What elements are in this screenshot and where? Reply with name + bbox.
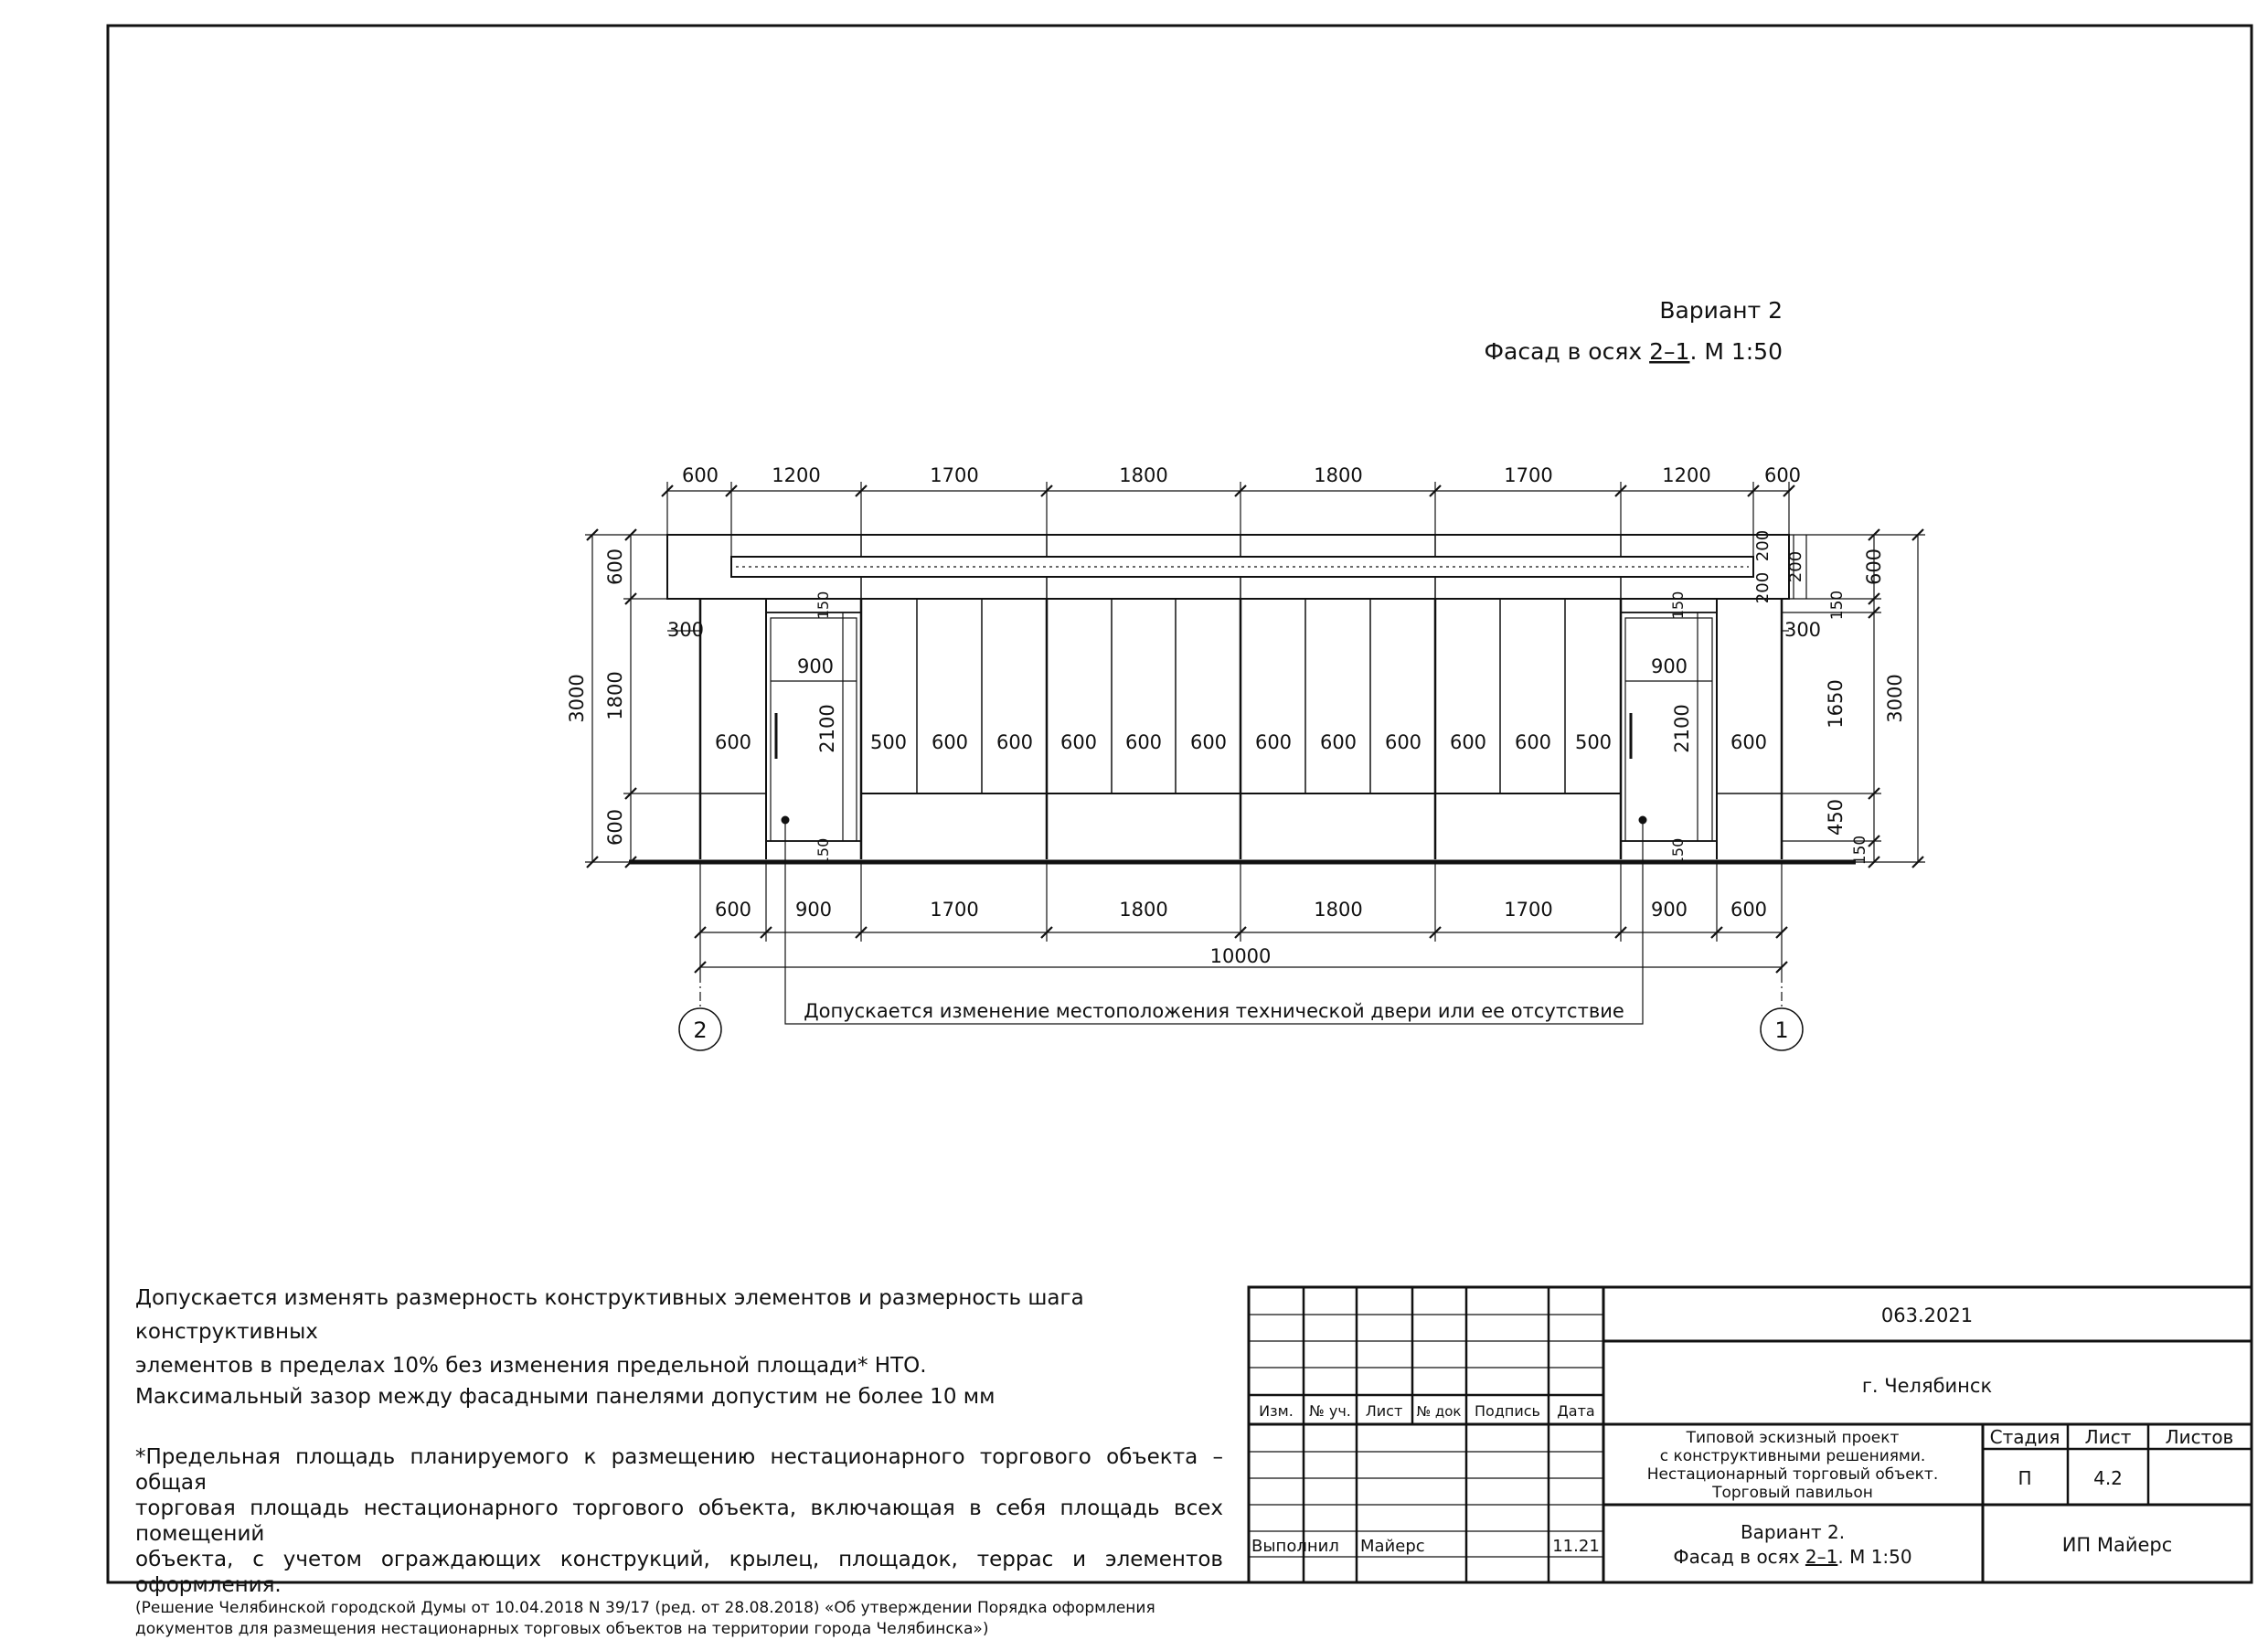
tb-col-list: Лист [1365, 1402, 1403, 1420]
dim-left-top: 600 [604, 548, 626, 586]
dim-right-150a: 150 [1828, 590, 1847, 621]
dim-left-bottom: 600 [604, 808, 626, 847]
tb-performed-label: Выполнил [1251, 1537, 1339, 1556]
tb-city: г. Челябинск [1861, 1375, 1993, 1397]
dim-door-width-right: 900 [1650, 655, 1688, 677]
drawing-title: Фасад в осях 2–1. М 1:50 [1484, 338, 1783, 365]
dim-top-5: 1800 [1314, 464, 1363, 486]
dim-right-low: 450 [1825, 798, 1847, 836]
dim-door-height-left: 2100 [816, 704, 838, 753]
dim-canopy-3: 200 [1786, 550, 1805, 583]
door-left [766, 612, 861, 841]
tb-col-ndoc: № док [1416, 1403, 1462, 1420]
tb-project-1: Типовой эскизный проект [1686, 1429, 1900, 1447]
dim-panel-1: 500 [869, 731, 908, 753]
tb-col-nuch: № уч. [1309, 1402, 1351, 1420]
svg-text:2: 2 [693, 1017, 708, 1043]
tb-stage-header: Стадия [1989, 1426, 2060, 1448]
note-tolerance [135, 1282, 1232, 1383]
svg-text:1: 1 [1774, 1017, 1789, 1043]
dim-side-left: 600 [714, 731, 752, 753]
dim-left-total: 3000 [566, 674, 588, 723]
axis-marker-left [679, 1008, 721, 1050]
dim-bottom-7: 900 [1650, 899, 1688, 921]
dim-panel-12: 500 [1574, 731, 1613, 753]
dim-bottom-1: 600 [714, 899, 752, 921]
note-area-line2: торговая площадь нестационарного торгового объекта, включающая в себя площадь всех помещений [135, 1496, 1223, 1546]
dim-panel-10: 600 [1449, 731, 1487, 753]
dim-top-6: 1700 [1504, 464, 1553, 486]
note-area-line1: *Предельная площадь планируемого к размещению нестационарного торгового объекта – общая [135, 1445, 1223, 1495]
dim-panel-7: 600 [1254, 731, 1293, 753]
note-tolerance-line1: Допускается изменять размерность конструктивных элементов и размерность шага конструктивных [135, 1286, 1084, 1344]
dim-panel-6: 600 [1189, 731, 1228, 753]
dim-door-top-right: 150 [1669, 591, 1687, 620]
tb-col-data: Дата [1557, 1402, 1595, 1420]
dim-right-total: 3000 [1884, 674, 1906, 723]
tb-sheet-header: Лист [2084, 1426, 2132, 1448]
dim-top-7: 1200 [1662, 464, 1711, 486]
dim-top-8: 600 [1763, 464, 1802, 486]
note-tolerance-line2: элементов в пределах 10% без изменения предельной площади* НТО. [135, 1354, 927, 1378]
dim-panel-9: 600 [1384, 731, 1422, 753]
tb-performed-name: Майерс [1360, 1537, 1425, 1556]
dim-canopy-1: 200 [1753, 529, 1773, 562]
dim-door-top-left: 150 [815, 591, 832, 620]
tb-stage: П [2018, 1467, 2032, 1489]
tb-sheets-header: Листов [2165, 1426, 2234, 1448]
tb-sheet-title-1: Вариант 2. [1740, 1521, 1846, 1543]
tb-project-3: Нестационарный торговый объект. [1646, 1465, 1939, 1484]
dim-panel-5: 600 [1124, 731, 1163, 753]
dim-door-bottom-left: 150 [815, 837, 832, 867]
dim-panel-4: 600 [1059, 731, 1098, 753]
dim-panel-11: 600 [1514, 731, 1552, 753]
dim-bottom-6: 1700 [1504, 899, 1553, 921]
tb-code: 063.2021 [1880, 1305, 1974, 1326]
note-area-ref1: (Решение Челябинской городской Думы от 10.04.2018 N 39/17 (ред. от 28.08.2018) «Об утверждении Порядка оформления [135, 1599, 1155, 1617]
facade [629, 535, 1856, 862]
note-area [135, 1444, 1223, 1640]
dim-right-mid: 1650 [1825, 679, 1847, 729]
dim-canopy-2: 200 [1753, 571, 1773, 604]
dim-top-1: 600 [681, 464, 719, 486]
axis-marker-right [1761, 1008, 1803, 1050]
tb-project-2: с конструктивными решениями. [1659, 1447, 1926, 1465]
note-area-ref2: документов для размещения нестационарных торговых объектов на территории города Челябинска») [135, 1620, 989, 1638]
tb-sheet-title-2: Фасад в осях 2–1. М 1:50 [1673, 1546, 1912, 1568]
dim-door-width-left: 900 [796, 655, 835, 677]
dim-bottom-8: 600 [1730, 899, 1768, 921]
tb-project-4: Торговый павильон [1712, 1484, 1873, 1502]
dim-bottom-3: 1700 [930, 899, 979, 921]
dim-left-mid: 1800 [604, 671, 626, 720]
tb-sheet: 4.2 [2093, 1467, 2123, 1489]
note-area-line3: объекта, с учетом ограждающих конструкций, крылец, площадок, террас и элементов оформления. [135, 1548, 1223, 1597]
dim-panel-8: 600 [1319, 731, 1358, 753]
dim-right-top: 600 [1863, 548, 1885, 586]
dim-bottom-5: 1800 [1314, 899, 1363, 921]
dim-panel-3: 600 [996, 731, 1034, 753]
tb-col-izm: Изм. [1259, 1402, 1294, 1420]
dim-door-height-right: 2100 [1671, 704, 1693, 753]
door-note: Допускается изменение местоположения технической двери или ее отсутствие [804, 1000, 1624, 1022]
dim-door-bottom-right: 150 [1669, 837, 1687, 867]
note-gap: Максимальный зазор между фасадными панелями допустим не более 10 мм [135, 1385, 996, 1409]
dim-top-3: 1700 [930, 464, 979, 486]
title-block-text [1251, 1305, 2233, 1568]
dim-offset-left: 300 [666, 619, 705, 641]
dim-top-2: 1200 [772, 464, 821, 486]
dim-bottom-2: 900 [794, 899, 833, 921]
variant-label: Вариант 2 [1659, 297, 1783, 324]
dim-top-4: 1800 [1119, 464, 1168, 486]
dim-offset-right: 300 [1784, 619, 1822, 641]
dim-bottom-4: 1800 [1119, 899, 1168, 921]
tb-performed-date: 11.21 [1552, 1537, 1600, 1556]
tb-organization: ИП Майерс [2061, 1534, 2173, 1556]
dim-right-150b: 150 [1851, 835, 1869, 866]
dim-overall: 10000 [1209, 945, 1272, 967]
dim-side-right: 600 [1730, 731, 1768, 753]
tb-col-podpis: Подпись [1475, 1402, 1540, 1420]
dim-panel-2: 600 [931, 731, 969, 753]
door-right [1621, 612, 1717, 841]
